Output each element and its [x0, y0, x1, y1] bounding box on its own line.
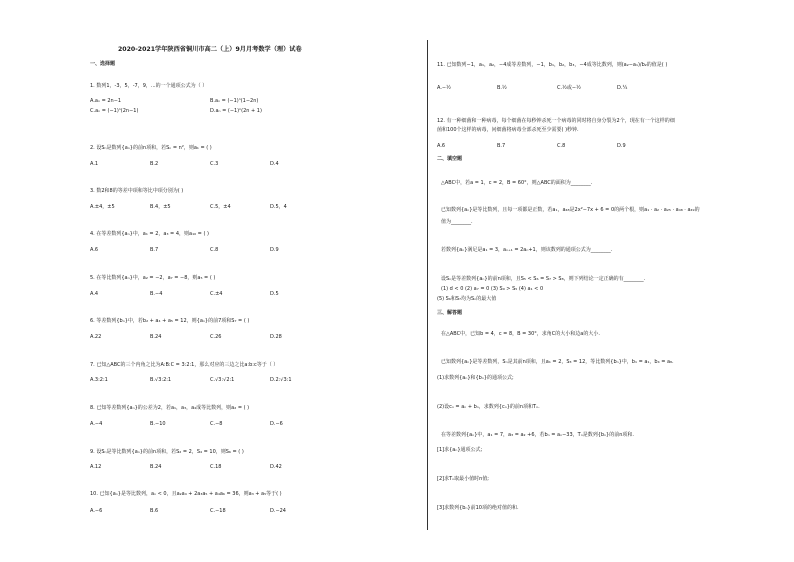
question-12-option-b: B.7 — [497, 143, 506, 149]
question-4-option-d: D.9 — [270, 247, 279, 253]
question-8-option-a: A.−4 — [90, 421, 103, 427]
question-6-option-d: D.28 — [270, 334, 282, 340]
question-11-option-d: D.¼ — [617, 85, 628, 91]
section-heading-solve: 三、解答题 — [437, 310, 463, 316]
question-1-option-c: C.aₙ = (−1)ⁿ(2n−1) — [90, 108, 139, 114]
question-3-option-c: C.5，±4 — [210, 204, 231, 210]
question-16-line-2: (1) d < 0 (2) a₇ = 0 (3) S₉ > S₅ (4) a₁ < 0 — [441, 286, 544, 292]
question-5-option-b: B.−4 — [150, 291, 163, 297]
question-13: △ABC中，若a = 1，c = 2，B = 60°，则△ABC的面积为________. — [441, 180, 593, 186]
question-15: 若数列{aₙ}满足是a₁ = 3，aₙ₊₁ = 2aₙ+1，则该数列的通项公式为________. — [441, 247, 613, 253]
question-2-option-d: D.4 — [270, 161, 279, 167]
question-18-line-1: 已知数列{aₙ}是等差数列，Sₙ是其前n项和，且a₁ = 2，S₃ = 12，等比数列{bₙ}中，b₁ = a₁，b₄ = a₈. — [441, 359, 674, 365]
question-19-line-3: [2]求Tₙ取最小值时n值; — [437, 476, 489, 482]
question-1-option-b: B.aₙ = (−1)ⁿ(1−2n) — [210, 98, 259, 104]
page-title: 2020-2021学年陕西省铜川市高二（上）9月月考数学（理）试卷 — [118, 46, 302, 53]
question-12-option-a: A.6 — [437, 143, 446, 149]
question-11-stem: 11. 已知数列−1，a₁，a₂，−4成等差数列，−1，b₁，b₂，b₃，−4成等比数列，则(a₂−a₁)/b₂的值是( ) — [437, 62, 668, 68]
question-6-option-a: A.22 — [90, 334, 102, 340]
question-7-option-a: A.3:2:1 — [90, 377, 108, 383]
question-11-option-c: C.½或−½ — [557, 85, 581, 91]
question-2-stem: 2. 设Sₙ是数列{aₙ}的前n项和，若Sₙ = n²，则a₁ = ( ) — [90, 145, 212, 151]
question-11-option-b: B.½ — [497, 85, 507, 91]
question-7-option-d: D.2:√3:1 — [270, 377, 292, 383]
question-9-stem: 9. 设Sₙ是等比数列{aₙ}的前n项和，若S₂ = 2，S₄ = 10，则S₆ = ( ) — [90, 449, 244, 455]
question-18-line-2: (1)求数列{aₙ}和{bₙ}的通项公式; — [437, 375, 514, 381]
question-4-option-a: A.6 — [90, 247, 99, 253]
section-heading-choice: 一、选择题 — [90, 61, 116, 67]
question-8-option-b: B.−10 — [150, 421, 166, 427]
question-16-line-1: 设Sₙ是等差数列{aₙ}的前n项和，且S₅ < S₆ = S₇ > S₈，则下列结论一定正确的有________. — [441, 276, 646, 282]
question-4-option-b: B.7 — [150, 247, 159, 253]
question-14-line-1: 已知数列{aₙ}是等比数列，且每一项都是正数，若a₁，a₄₈是2x²−7x + 6 = 0的两个根，则a₁ · a₂ · a₂₅ · a₄₈ · a₄₉的 — [441, 207, 700, 213]
question-1-option-d: D.aₙ = (−1)ⁿ(2n + 1) — [210, 108, 262, 114]
question-2-option-b: B.2 — [150, 161, 159, 167]
question-7-option-b: B.√3:2:1 — [150, 377, 172, 383]
question-3-option-a: A.±4，±5 — [90, 204, 115, 210]
question-10-stem: 10. 已知{aₙ}是等比数列，aₙ < 0，且a₂a₄ + 2a₃a₅ + a₄a₆ = 36，则a₃ + a₅等于( ) — [90, 491, 282, 497]
question-3-option-d: D.5，4 — [270, 204, 287, 210]
question-10-option-c: C.−18 — [210, 508, 226, 514]
question-6-option-b: B.24 — [150, 334, 162, 340]
question-9-option-c: C.18 — [210, 464, 222, 470]
question-3-stem: 3. 数2和8的等差中项和等比中项分别为( ) — [90, 188, 184, 194]
question-9-option-b: B.24 — [150, 464, 162, 470]
question-6-stem: 6. 等差数列{bₙ}中，若b₂ + a₄ + a₅ = 12，则{aₙ}的前7项和S₇ = ( ) — [90, 318, 250, 324]
question-7-option-c: C.√3:√2:1 — [210, 377, 235, 383]
question-9-option-d: D.42 — [270, 464, 282, 470]
question-4-option-c: C.8 — [210, 247, 219, 253]
question-5-option-a: A.4 — [90, 291, 99, 297]
question-10-option-a: A.−6 — [90, 508, 103, 514]
question-5-option-c: C.±4 — [210, 291, 223, 297]
question-12-line-2: 菌和100个这样的病毒，问细菌将病毒全部杀死至少需要( )秒钟. — [437, 127, 579, 133]
question-2-option-c: C.3 — [210, 161, 219, 167]
question-8-option-d: D.−6 — [270, 421, 283, 427]
question-10-option-b: B.6 — [150, 508, 159, 514]
question-4-stem: 4. 在等差数列{aₙ}中，a₁ = 2，a₃ = 4，则a₁₀ = ( ) — [90, 231, 209, 237]
question-2-option-a: A.1 — [90, 161, 99, 167]
question-16-line-3: (5) S₆和S₇均为Sₙ的最大值 — [437, 296, 497, 302]
question-7-stem: 7. 已知△ABC的三个内角之比为A:B:C = 3:2:1，那么对应的三边之比a:b:c等于（ ） — [90, 362, 279, 368]
question-5-stem: 5. 在等比数列{aₙ}中，a₂ = −2，a₇ = −8，则a₅ = ( ) — [90, 275, 216, 281]
question-5-option-d: D.5 — [270, 291, 279, 297]
question-19-line-4: [3]求数列{bₙ}前10项的绝对值的和. — [437, 505, 519, 511]
question-10-option-d: D.−24 — [270, 508, 286, 514]
question-17: 在△ABC中，已知b = 4，c = 8，B = 30°，求角C的大小和边a的大小. — [441, 331, 600, 337]
question-1-option-a: A.aₙ = 2n−1 — [90, 98, 122, 104]
question-12-option-c: C.8 — [557, 143, 566, 149]
question-1-stem: 1. 数列1，-3，5，-7，9，...的一个通项公式为（ ） — [90, 83, 208, 89]
question-19-line-1: 在等差数列{aₙ}中，a₁ = 7，a₃ = a₂ +6，若bₙ = aₙ−33，Tₙ是数列{bₙ}的前n项和. — [441, 432, 634, 438]
question-18-line-3: (2)设cₙ = aₙ + bₙ，求数列{cₙ}的前n项和Tₙ. — [437, 404, 540, 410]
question-14-line-2: 值为________. — [441, 219, 473, 225]
section-heading-fill: 二、填空题 — [437, 156, 463, 162]
question-9-option-a: A.12 — [90, 464, 102, 470]
question-19-line-2: [1]求{aₙ}通项公式; — [437, 447, 483, 453]
question-12-line-1: 12. 有一种细菌和一种病毒，每个细菌在每秒钟杀死一个病毒的同时将自身分裂为2个，现在有一个这样的细 — [437, 118, 675, 124]
question-8-option-c: C.−8 — [210, 421, 223, 427]
question-3-option-b: B.4，±5 — [150, 204, 171, 210]
question-11-option-a: A.−½ — [437, 85, 451, 91]
question-8-stem: 8. 已知等差数列{aₙ}的公差为2，若a₁，a₃，a₄成等比数列，则a₂ = ( ) — [90, 405, 250, 411]
question-12-option-d: D.9 — [617, 143, 626, 149]
question-6-option-c: C.26 — [210, 334, 222, 340]
column-divider — [427, 40, 428, 530]
